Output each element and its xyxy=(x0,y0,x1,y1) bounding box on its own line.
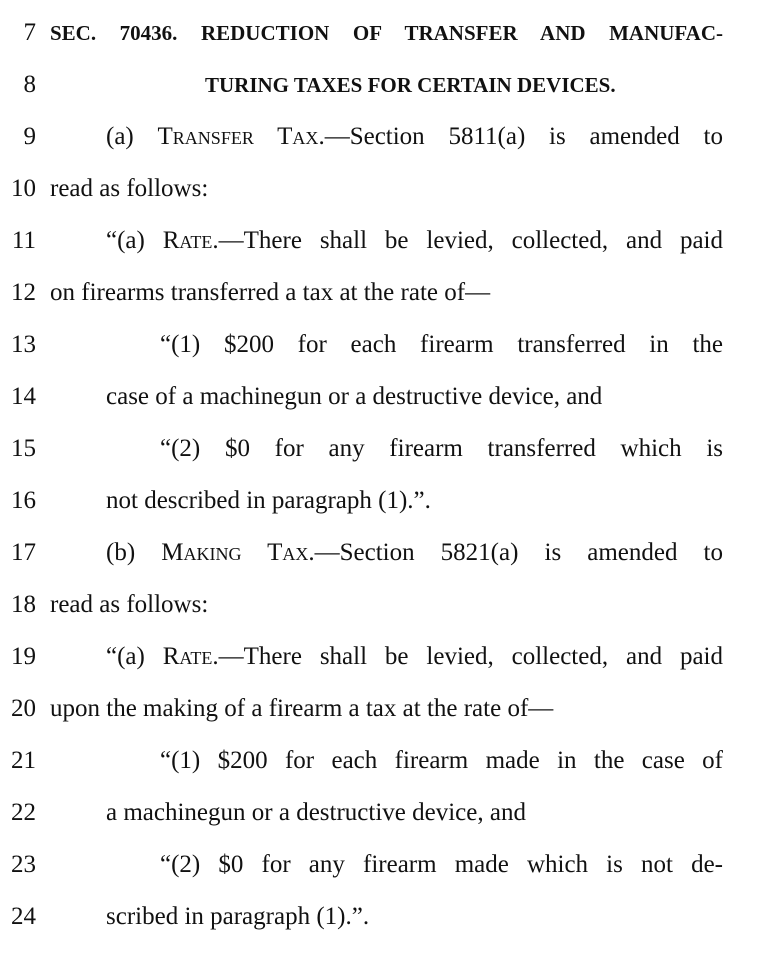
subsection-a-header xyxy=(106,111,723,163)
line-number: 9 xyxy=(23,123,36,150)
body-text: case of a machinegun or a destructive device, and xyxy=(106,383,603,410)
line-number: 14 xyxy=(11,383,36,410)
document-line xyxy=(0,631,763,683)
line-number: 18 xyxy=(11,591,36,618)
subsection-text: .—Section 5821(a) is amended to xyxy=(308,539,724,566)
document-line xyxy=(0,59,763,111)
rate-paragraph-header xyxy=(106,215,723,267)
subsection-text: .—Section 5811(a) is amended to xyxy=(318,123,723,150)
document-line xyxy=(0,839,763,891)
document-line xyxy=(0,319,763,371)
section-heading-continued: TURING TAXES FOR CERTAIN DEVICES. xyxy=(205,73,616,97)
line-number: 11 xyxy=(11,227,36,254)
document-line xyxy=(0,891,763,943)
body-text: a machinegun or a destructive device, and xyxy=(106,799,526,826)
document-line xyxy=(0,735,763,787)
subsection-caption: Transfer Tax xyxy=(157,123,319,150)
paragraph-1-text: “(1) $200 for each firearm transferred in the xyxy=(160,331,723,358)
subsection-label: (a) xyxy=(106,123,158,150)
body-text: upon the making of a firearm a tax at the rate of— xyxy=(50,695,554,722)
paragraph-2-text: “(2) $0 for any firearm transferred which is xyxy=(160,435,723,462)
section-heading: SEC. 70436. REDUCTION OF TRANSFER AND MANUFAC- xyxy=(50,21,723,45)
document-line xyxy=(0,683,763,735)
document-line xyxy=(0,7,763,59)
body-text: scribed in paragraph (1).”. xyxy=(106,903,370,930)
line-number: 22 xyxy=(11,799,36,826)
body-text: on firearms transferred a tax at the rate of— xyxy=(50,279,491,306)
paragraph-caption: Rate xyxy=(162,643,213,670)
body-text: read as follows: xyxy=(50,175,209,202)
line-number: 23 xyxy=(11,851,36,878)
line-number: 17 xyxy=(11,539,36,566)
line-number: 19 xyxy=(11,643,36,670)
document-line xyxy=(0,371,763,423)
rate-paragraph-header xyxy=(106,631,723,683)
subsection-b-header xyxy=(106,527,723,579)
line-number: 12 xyxy=(11,279,36,306)
document-line xyxy=(0,111,763,163)
paragraph-1-text: “(1) $200 for each firearm made in the case of xyxy=(160,747,723,774)
paragraph-2-text: “(2) $0 for any firearm made which is not de- xyxy=(160,851,723,878)
line-number: 15 xyxy=(11,435,36,462)
document-line xyxy=(0,787,763,839)
subsection-label: (b) xyxy=(106,539,162,566)
paragraph-label: “(a) xyxy=(106,643,163,670)
line-number: 21 xyxy=(11,747,36,774)
line-number: 7 xyxy=(23,19,36,46)
line-number: 24 xyxy=(11,903,36,930)
body-text: read as follows: xyxy=(50,591,209,618)
line-number: 8 xyxy=(23,71,36,98)
paragraph-text: .—There shall be levied, collected, and paid xyxy=(212,227,724,254)
document-line xyxy=(0,267,763,319)
line-number: 20 xyxy=(11,695,36,722)
document-line xyxy=(0,163,763,215)
line-number: 16 xyxy=(11,487,36,514)
document-line xyxy=(0,579,763,631)
subsection-caption: Making Tax xyxy=(161,539,309,566)
document-line xyxy=(0,527,763,579)
paragraph-label: “(a) xyxy=(106,227,163,254)
paragraph-caption: Rate xyxy=(162,227,213,254)
body-text: not described in paragraph (1).”. xyxy=(106,487,431,514)
document-line xyxy=(0,215,763,267)
document-line xyxy=(0,423,763,475)
line-number: 13 xyxy=(11,331,36,358)
document-line xyxy=(0,475,763,527)
line-number: 10 xyxy=(11,175,36,202)
paragraph-text: .—There shall be levied, collected, and paid xyxy=(212,643,724,670)
